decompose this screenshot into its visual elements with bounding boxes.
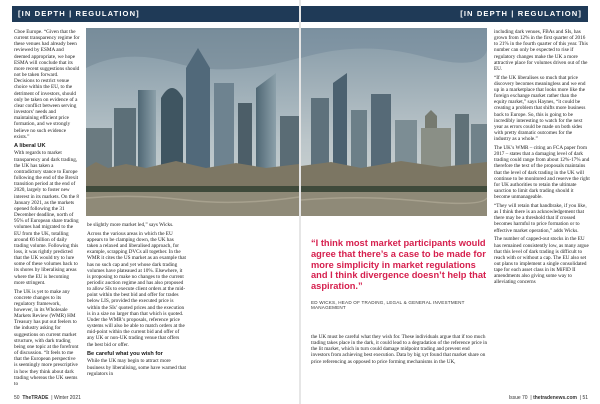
paragraph: including dark venues, FBAs and SIs, has grown from 12% in the first quarter of 2016 to 21% in the fourth quarter of this year. This number can only be expected to rise if regulatory changes make the UK a more attractive place for volumes driven out of the EU. (494, 29, 588, 72)
footer-left: 50 TheTRADE | Winter 2021 (14, 395, 81, 401)
page-number: 50 (14, 395, 20, 401)
subheading-liberal-uk: A liberal UK (14, 142, 46, 149)
magazine-logo: TheTRADE (22, 395, 49, 401)
paragraph: Cboe Europe. “Given that the current transparency regime for these venues had already been reviewed by ESMA and deemed appropriate, we hope ESMA will conclude that its more recent suggestions should not be taken forward. Decisions to restrict venue choice within the EU, to the detriment of investors, should only be taken on evidence of a clear conflict between serving investors’ needs and maintaining efficient price formation, and we strongly believe no such evidence exists.” (14, 29, 80, 140)
paragraph: the UK must be careful what they wish for. These individuals argue that if too much trading takes place in the dark, it could lead to a degradation of the reference price in the lit market, which in turn could damage midpoint trading and prevent end investors from achieving best execution. Data by big xyt found that market share on price referencing as opposed to price forming mechanisms in the UK, (311, 334, 488, 365)
paragraph: The number of capped-out stocks in the EU has remained consistently low, as many argue that this level of dark trading is difficult to reach with or without a cap. The EU also set out plans to implement a single consolidated tape for each asset class in its MiFID II amendments also giving some way to alleviating concerns (494, 236, 589, 286)
page-number: 51 (582, 395, 588, 401)
paragraph: be slightly more market led,” says Wicks. (87, 222, 174, 228)
subheading-be-careful: Be careful what you wish for (87, 350, 163, 357)
paragraph: With regards to market transparency and dark trading, the UK has taken a contradictory stance to Europe following the end of the Brexit transition period at the end of 2020, largely to foster new interest in its markets. On the 8 January 2021, as the markets opened following the 31 December deadline, north of 95% of European share trading volumes had migrated to the EU from the UK, totalling around €6 billion of daily trading volume. Following this loss, it was rightly predicted that the UK would try to lure some of these volumes back to its shores by liberalising areas where the EU is becoming more stringent. (14, 150, 79, 286)
issue-number: Issue 70 (508, 395, 528, 401)
pull-quote-text: “I think most market participants would agree that there’s a case to be made for more simplicity in market regulations and I think divergence doesn’t help that aspiration.” (311, 238, 487, 292)
paragraph: “If the UK liberalises so much that price discovery becomes meaningless and we end up in a marketplace that looks more like the foreign exchange market rather than the equity market,” says Haynes, “it could be creating a problem that shifts more business back to Europe. So, this is going to be incredibly interesting to watch for the next year as errors could be made on both sides with pretty dramatic outcomes for the industry as a whole.” (494, 74, 586, 143)
pull-quote-attribution: ED WICKS, HEAD OF TRADING, LEGAL & GENERAL INVESTMENT MANAGEMENT (311, 299, 465, 310)
footer-right: Issue 70 | thetradenews.com | 51 (508, 395, 588, 401)
section-header-right: [IN DEPTH | REGULATION] (301, 6, 588, 22)
right-column-2 (494, 29, 590, 288)
paragraph: The UK is yet to make any concrete changes to its regulatory framework, however, in its Wholesale Markets Review (WMR) HM Treasury has put out feelers to the industry asking for suggestions on current market structure, with dark trading being one topic at the forefront of discussion. “It feels to me that the European perspective is seemingly more prescriptive in how they think about dark trading whereas the UK seems to (14, 288, 79, 387)
section-header-left: [IN DEPTH | REGULATION] (12, 6, 299, 22)
issue-date: Winter 2021 (53, 395, 81, 401)
city-skyline-photo-right (301, 28, 487, 216)
right-column-1 (311, 334, 489, 367)
website: thetradenews.com (533, 395, 577, 401)
left-column-2 (87, 222, 186, 379)
paragraph: “They will retain that handbrake, if you like, as I think there is an acknowledgement that there may be a threshold that if crossed becomes harmful to price formation or to effective market operation,” adds Wicks. (494, 203, 587, 234)
right-page (301, 0, 600, 404)
left-page (0, 0, 299, 404)
pull-quote (311, 238, 489, 310)
paragraph: Across the various areas in which the EU appears to be clamping down, the UK has taken a relaxed and liberalised approach, for example, scrapping DVCs all together. In the WMR it cites the US market as an example that has no such cap and yet whose dark trading volumes have plateaued at 10%. Elsewhere, it is proposing to make no changes to the current periodic auction regime and has also proposed to allow SIs to execute client orders at the mid-point within the best bid and offer for trades below LIS, provided the executed price is within the SIs’ quoted prices and the execution is in a size no larger than that which is quoted. Under the WMR’s proposals, reference price systems will also be able to match orders at the mid-point within the current bid and offer of any UK or non-UK trading venue that offers the best bid or offer. (87, 230, 186, 348)
city-skyline-photo-left (86, 28, 299, 216)
paragraph: The UK’s WMR – citing an FCA paper from 2017 – states that a damaging level of dark trading could range from about 12%-17% and therefore the text of the proposals maintains that the level of dark trading in the UK will continue to be monitored and reserve the right for UK authorities to retain the ultimate sanction to limit dark trading should it become unmanageable. (494, 145, 590, 201)
left-column-1 (14, 29, 80, 390)
paragraph: While the UK may begin to attract more business by liberalising, some have warned that regulators in (87, 358, 186, 377)
